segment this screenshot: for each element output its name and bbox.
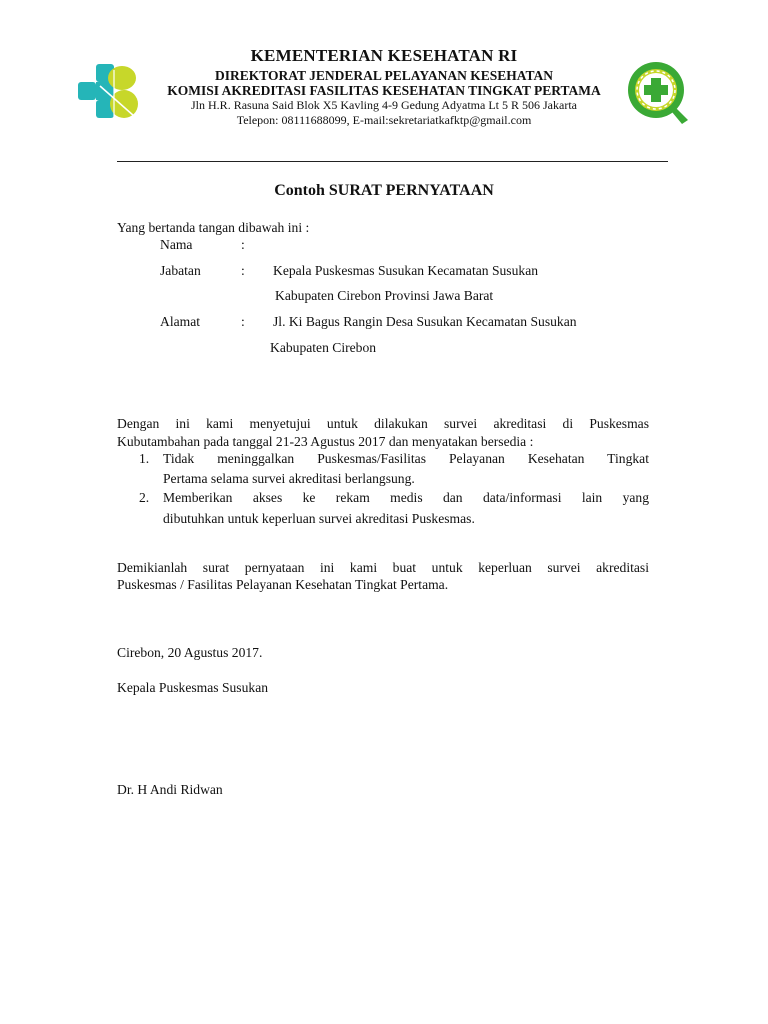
alamat-label: Alamat <box>160 314 201 329</box>
header-contact: Telepon: 08111688099, E-mail:sekretariatkafktp@gmail.com <box>236 113 532 127</box>
jabatan-value-line1: Kepala Puskesmas Susukan Kecamatan Susukan <box>273 263 539 278</box>
header-divider <box>117 161 668 162</box>
header-ministry: KEMENTERIAN KESEHATAN RI <box>250 46 518 65</box>
header-commission: KOMISI AKREDITASI FASILITAS KESEHATAN TINGKAT PERTAMA <box>167 83 601 98</box>
signatory-position: Kepala Puskesmas Susukan <box>117 680 269 695</box>
list-item-1-line1: Tidak meninggalkan Puskesmas/Fasilitas Pelayanan Kesehatan Tingkat <box>163 451 649 466</box>
paragraph2-line1: Demikianlah surat pernyataan ini kami buat untuk keperluan survei akreditasi <box>117 560 649 575</box>
list-item-number: 2. <box>139 490 150 505</box>
list-item-1-line2: Pertama selama survei akreditasi berlangsung. <box>163 471 415 486</box>
akreditasi-fktp-logo-icon <box>624 58 694 128</box>
intro-text: Yang bertanda tangan dibawah ini : <box>117 220 310 235</box>
paragraph1-line1: Dengan ini kami menyetujui untuk dilakukan survei akreditasi di Puskesmas <box>117 416 649 431</box>
alamat-colon: : <box>241 314 245 329</box>
jabatan-colon: : <box>241 263 245 278</box>
place-date: Cirebon, 20 Agustus 2017. <box>117 645 263 660</box>
nama-label: Nama <box>160 237 193 252</box>
header-directorate: DIREKTORAT JENDERAL PELAYANAN KESEHATAN <box>215 68 553 83</box>
paragraph2-line2: Puskesmas / Fasilitas Pelayanan Kesehatan Tingkat Pertama. <box>117 577 449 592</box>
paragraph1-line2: Kubutambahan pada tanggal 21-23 Agustus 2017 dan menyatakan bersedia : <box>117 434 534 449</box>
list-item-2-line1: Memberikan akses ke rekam medis dan data/informasi lain yang <box>163 490 649 505</box>
alamat-value-line2: Kabupaten Cirebon <box>270 340 377 355</box>
signatory-name: Dr. H Andi Ridwan <box>117 782 223 797</box>
alamat-value-line1: Jl. Ki Bagus Rangin Desa Susukan Kecamatan Susukan <box>273 314 577 329</box>
jabatan-value-line2: Kabupaten Cirebon Provinsi Jawa Barat <box>275 288 494 303</box>
list-item-2-line2: dibutuhkan untuk keperluan survei akreditasi Puskesmas. <box>163 511 475 526</box>
jabatan-label: Jabatan <box>160 263 201 278</box>
nama-colon: : <box>241 237 245 252</box>
document-title: Contoh SURAT PERNYATAAN <box>274 182 494 199</box>
header-address: Jln H.R. Rasuna Said Blok X5 Kavling 4-9 Gedung Adyatma Lt 5 R 506 Jakarta <box>191 98 577 112</box>
kemenkes-logo-icon <box>76 56 140 126</box>
list-item-number: 1. <box>139 451 150 466</box>
